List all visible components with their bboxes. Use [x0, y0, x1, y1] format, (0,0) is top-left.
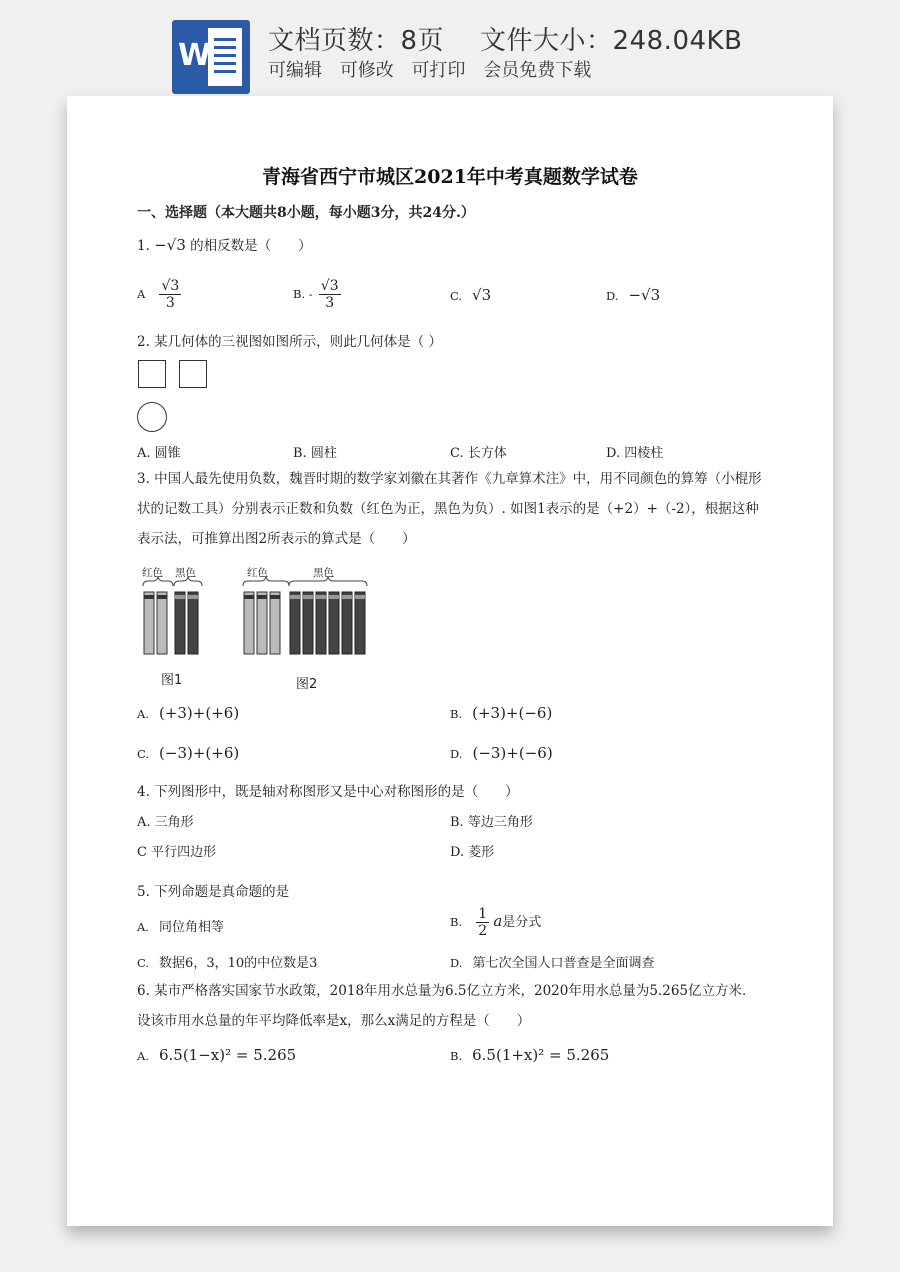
q1-option-b: B. - $\frac{√3}{3}$: [293, 278, 339, 311]
word-document-icon: [172, 20, 250, 94]
question-4-stem: 4. 下列图形中，既是轴对称图形又是中心对称图形的是（ ）: [137, 784, 519, 800]
feature-printable: 可打印: [411, 60, 466, 81]
file-size: 文件大小：248.04KB: [480, 26, 743, 56]
q2-option-c: C. 长方体: [450, 446, 507, 461]
q4-option-c: C 平行四边形: [137, 845, 217, 860]
top-view-circle: [137, 402, 167, 432]
banner-features: [268, 56, 603, 82]
feature-modifiable: 可修改: [339, 60, 394, 81]
q2-option-d: D. 四棱柱: [606, 446, 664, 461]
fig2-red-rods: [244, 592, 280, 654]
q1-option-a: A $\frac{√3}{3}$: [137, 278, 180, 311]
q4-option-b: B. 等边三角形: [450, 815, 533, 830]
question-5-stem: 5. 下列命题是真命题的是: [137, 884, 290, 900]
q1-option-c: C. √3: [450, 286, 492, 304]
counting-rods-figure: [137, 562, 377, 692]
q5-option-c: C. 数据6，3，10的中位数是3: [137, 956, 318, 971]
question-2-stem: 2. 某几何体的三视图如图所示，则此几何体是（ ）: [137, 334, 442, 350]
fig1-caption: 图1: [161, 673, 183, 688]
q3-option-b: B. (+3)+(−6): [450, 704, 553, 722]
side-view-square: [179, 360, 207, 388]
q6-option-b: B. 6.5(1+x)² = 5.265: [450, 1046, 610, 1064]
banner-title: [268, 20, 778, 57]
q3-option-a: A. (+3)+(+6): [137, 704, 240, 722]
q5-option-b: B. $\frac{1}{2}$ a是分式: [450, 906, 542, 939]
section-heading: 一、选择题（本大题共8小题，每小题3分，共24分.）: [137, 205, 475, 221]
page-title: 青海省西宁市城区2021年中考真题数学试卷: [262, 166, 638, 188]
q6-option-a: A. 6.5(1−x)² = 5.265: [137, 1046, 297, 1064]
document-page: [67, 96, 833, 1226]
fig1-red-label: 红色: [142, 567, 163, 579]
q5-option-a: A. 同位角相等: [137, 920, 224, 935]
fig2-caption: 图2: [296, 677, 318, 692]
fig1-black-rods: [175, 592, 198, 654]
q3-option-c: C. (−3)+(+6): [137, 744, 240, 762]
q1-option-d: D. −√3: [606, 286, 661, 304]
front-view-square: [138, 360, 166, 388]
question-6-stem: 6. 某市严格落实国家节水政策，2018年用水总量为6.5亿立方米，2020年用水总量为5.265亿立方米．设该市用水总量的年平均降低率是x，那么x满足的方程是（ ）: [137, 983, 756, 1029]
fig1-red-rods: [144, 592, 167, 654]
download-banner: [0, 0, 900, 96]
fig2-red-label: 红色: [247, 567, 268, 579]
feature-free-download: 会员免费下载: [483, 60, 592, 81]
feature-editable: 可编辑: [268, 60, 322, 81]
question-3-stem: 3. 中国人最先使用负数，魏晋时期的数学家刘徽在其著作《九章算术注》中，用不同颜色的算筹（小棍形状的记数工具）分别表示正数和负数（红色为正，黑色为负）. 如图1表示的是（+2）+（-2），根据这种表示法，可推算出图2所表示的算式是（ ）: [137, 471, 762, 547]
q2-option-a: A. 圆锥: [137, 446, 181, 461]
q3-option-d: D. (−3)+(−6): [450, 744, 553, 762]
question-1-stem: 1. −√3 的相反数是（ ）: [137, 236, 312, 254]
fig2-black-label: 黑色: [313, 567, 334, 579]
word-icon-page: [208, 28, 242, 86]
q4-option-a: A. 三角形: [137, 815, 194, 830]
word-icon-letter: W: [178, 38, 212, 73]
q5-option-d: D. 第七次全国人口普查是全面调查: [450, 956, 655, 971]
page-count: 文档页数：8页: [268, 26, 445, 56]
fig2-black-rods: [290, 592, 365, 654]
q2-option-b: B. 圆柱: [293, 446, 337, 461]
fig1-black-label: 黑色: [175, 567, 196, 579]
q4-option-d: D. 菱形: [450, 845, 495, 860]
